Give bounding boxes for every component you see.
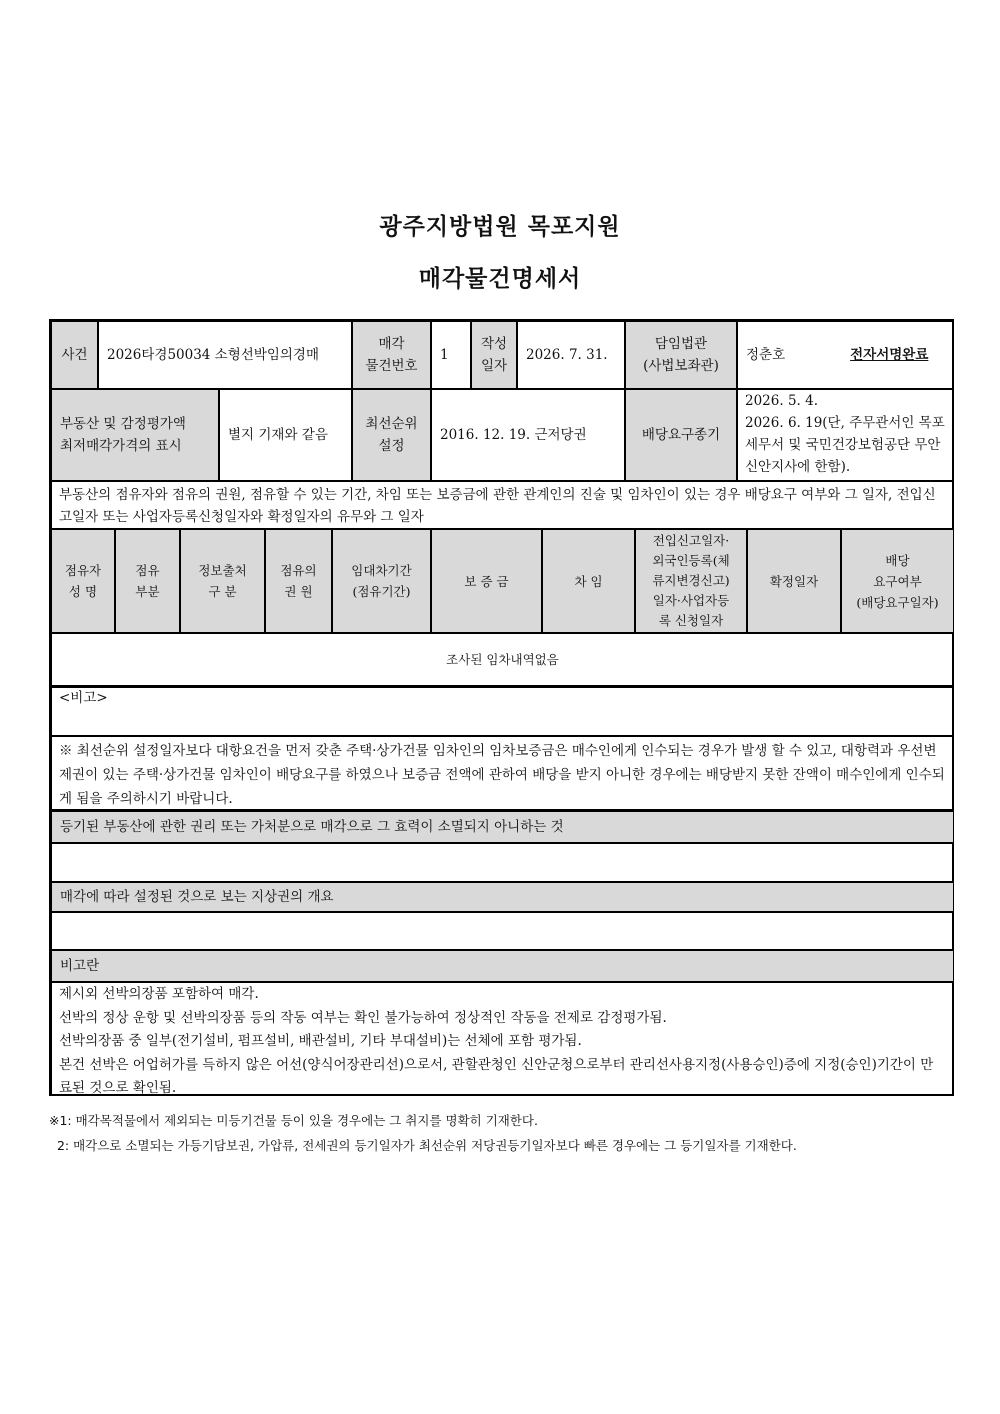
footnote-2: 2: 매각으로 소멸되는 가등기담보권, 가압류, 전세권의 등기일자가 최선순위 저당권등기일자보다 빠른 경우에는 그 등기일자를 기재한다. xyxy=(49,1138,797,1153)
date-label: 작성 일자 xyxy=(471,321,517,389)
col-fixed-date: 확정일자 xyxy=(747,529,841,633)
case-number: 2026타경50034 소형선박임의경매 xyxy=(98,321,352,389)
surface-rights-value xyxy=(51,912,954,950)
occupancy-statement: 부동산의 점유자와 점유의 권원, 점유할 수 있는 기간, 차임 또는 보증금에 관한 관계인의 진술 및 임차인이 있는 경우 배당요구 여부와 그 일자, 전입신고일자 또는 사업자등록신청일자와 확정일자의 유무와 그 일자 xyxy=(51,481,954,529)
col-occupied-part: 점유 부분 xyxy=(115,529,180,633)
notes-content xyxy=(51,982,954,1096)
price-label: 부동산 및 감정평가액 최저매각가격의 표시 xyxy=(51,389,219,481)
col-lease-period: 임대차기간 (점유기간) xyxy=(332,529,431,633)
e-signature: 전자서명완료 xyxy=(850,347,929,363)
rights-value xyxy=(51,843,954,882)
col-rent: 차 임 xyxy=(542,529,635,633)
deadline-value: 2026. 5. 4. 2026. 6. 19(단, 주무관서인 목포세무서 및 국민건강보험공단 무안신안지사에 한함). xyxy=(737,389,954,481)
col-deposit: 보 증 금 xyxy=(431,529,542,633)
court-name: 광주지방법원 목포지원 xyxy=(379,214,621,240)
statement-form xyxy=(49,319,954,1096)
date-value: 2026. 7. 31. xyxy=(517,321,625,389)
warning-text: ※ 최선순위 설정일자보다 대항요건을 먼저 갖춘 주택·상가건물 임차인의 임차보증금은 매수인에게 인수되는 경우가 발생 할 수 있고, 대항력과 우선변제권이 있는 주택·상가건물 임차인이 배당요구를 하였으나 보증금 전액에 관하여 배당을 받지 아니한 경우에는 배당받지 못한 잔액이 매수인에게 인수되게 됨을 주의하시기 바랍니다. xyxy=(51,736,954,811)
note-line: 제시외 선박의장품 포함하여 매각. xyxy=(59,986,259,1002)
price-value: 별지 기재와 같음 xyxy=(219,389,352,481)
footnote-1: ※1: 매각목적물에서 제외되는 미등기건물 등이 있을 경우에는 그 취지를 명확히 기재한다. xyxy=(49,1113,538,1128)
col-dividend-request: 배당 요구여부 (배당요구일자) xyxy=(841,529,954,633)
item-number-label: 매각 물건번호 xyxy=(352,321,431,389)
priority-value: 2016. 12. 19. 근저당권 xyxy=(431,389,625,481)
col-occupancy-right: 점유의 권 원 xyxy=(265,529,332,633)
priority-label: 최선순위 설정 xyxy=(352,389,431,481)
judge-cell xyxy=(737,321,954,389)
no-lease-message: 조사된 임차내역없음 xyxy=(51,633,954,687)
note-line: 본건 선박은 어업허가를 득하지 않은 어선(양식어장관리선)으로서, 관할관청인 신안군청으로부터 관리선사용지정(사용승인)증에 지정(승인)기간이 만료된 것으로 확인됨. xyxy=(59,1056,934,1096)
item-number-value: 1 xyxy=(431,321,471,389)
note-line: 선박의 정상 운항 및 선박의장품 등의 작동 여부는 확인 불가능하여 정상적인 작동을 전제로 감정평가됨. xyxy=(59,1009,667,1026)
rights-label: 등기된 부동산에 관한 권리 또는 가처분으로 매각으로 그 효력이 소멸되지 아니하는 것 xyxy=(51,811,954,843)
document-title: 매각물건명세서 xyxy=(418,266,582,292)
judge-label: 담임법관 (사법보좌관) xyxy=(625,321,737,389)
case-label: 사건 xyxy=(51,321,98,389)
surface-rights-label: 매각에 따라 설정된 것으로 보는 지상권의 개요 xyxy=(51,882,954,912)
judge-name: 정춘호 xyxy=(746,347,786,363)
notes-label: 비고란 xyxy=(51,950,954,982)
remarks-label: <비고> xyxy=(51,687,954,736)
col-occupant-name: 점유자 성 명 xyxy=(51,529,115,633)
note-line: 선박의장품 중 일부(전기설비, 펌프설비, 배관설비, 기타 부대설비)는 선체에 포함 평가됨. xyxy=(59,1033,582,1049)
col-move-in-date: 전입신고일자· 외국인등록(체 류지변경신고) 일자·사업자등 록 신청일자 xyxy=(635,529,747,633)
col-info-source: 정보출처 구 분 xyxy=(180,529,265,633)
deadline-label: 배당요구종기 xyxy=(625,389,737,481)
